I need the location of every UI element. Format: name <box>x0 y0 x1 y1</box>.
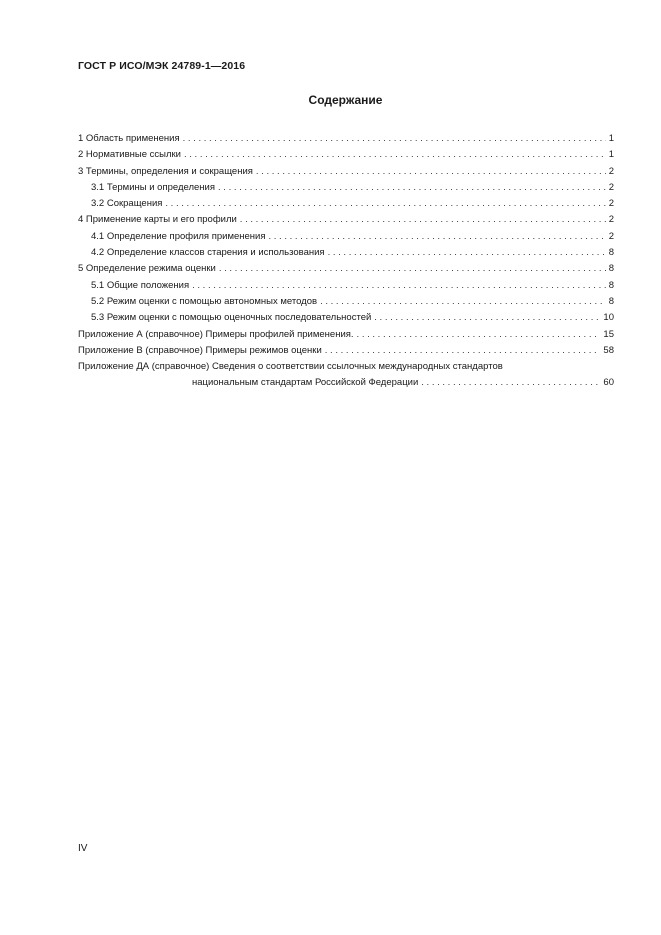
toc-entry-label: 3.2 Сокращения <box>91 198 163 210</box>
toc-entry-3[interactable] <box>78 164 614 180</box>
toc-entry-label: Приложение А (справочное) Примеры профилей применения. <box>78 328 354 340</box>
toc-entry-page: 2 <box>608 165 614 177</box>
toc-entry-page: 8 <box>608 279 614 291</box>
toc-entry-page: 8 <box>608 247 614 259</box>
toc-entry-continuation <box>78 375 614 391</box>
toc-entry-label: 5.3 Режим оценки с помощью оценочных последовательностей <box>91 312 372 324</box>
toc-entry-appendix-a[interactable] <box>78 327 614 343</box>
dot-leader <box>240 212 606 228</box>
dot-leader <box>256 164 606 180</box>
toc-entry-label: 5.2 Режим оценки с помощью автономных методов <box>91 295 318 307</box>
toc-entry-4-1[interactable] <box>78 229 614 245</box>
toc-entry-label: 5.1 Общие положения <box>91 279 190 291</box>
toc-entry-page: 1 <box>608 149 614 161</box>
dot-leader <box>320 294 606 310</box>
toc-entry-page: 15 <box>603 328 614 340</box>
toc-entry-page: 2 <box>608 181 614 193</box>
dot-leader <box>219 261 606 277</box>
toc-entry-1[interactable] <box>78 131 614 147</box>
toc-entry-label: 4.2 Определение классов старения и использования <box>91 247 325 259</box>
toc-entry-page: 58 <box>603 344 614 356</box>
page-number: IV <box>78 843 88 854</box>
dot-leader <box>183 131 606 147</box>
toc-entry-appendix-da[interactable] <box>78 359 614 392</box>
dot-leader <box>374 310 600 326</box>
toc-entry-label: 3.1 Термины и определения <box>91 181 216 193</box>
toc-entry-page: 2 <box>608 230 614 242</box>
toc-entry-page: 2 <box>608 214 614 226</box>
toc-entry-3-2[interactable] <box>78 196 614 212</box>
dot-leader <box>325 343 601 359</box>
dot-leader <box>421 375 600 391</box>
dot-leader <box>269 229 606 245</box>
toc-entry-5-1[interactable] <box>78 278 614 294</box>
toc-entry-4-2[interactable] <box>78 245 614 261</box>
toc-entry-label: 4.1 Определение профиля применения <box>91 230 266 242</box>
toc-entry-label: 1 Область применения <box>78 133 180 144</box>
toc-entry-5[interactable] <box>78 261 614 277</box>
dot-leader <box>218 180 606 196</box>
toc-entry-label: 5 Определение режима оценки <box>78 263 216 275</box>
toc-entry-page: 8 <box>608 295 614 307</box>
table-of-contents <box>78 131 614 392</box>
toc-entry-2[interactable] <box>78 147 614 163</box>
toc-entry-appendix-b[interactable] <box>78 343 614 359</box>
toc-entry-page: 1 <box>608 133 614 144</box>
toc-entry-label-continued: национальным стандартам Российской Федерации <box>192 377 419 389</box>
toc-entry-label: 4 Применение карты и его профили <box>78 214 237 226</box>
dot-leader <box>184 147 606 163</box>
toc-entry-label: 3 Термины, определения и сокращения <box>78 165 253 177</box>
dot-leader <box>165 196 605 212</box>
toc-entry-page: 10 <box>603 312 614 324</box>
toc-entry-4[interactable] <box>78 212 614 228</box>
toc-entry-5-2[interactable] <box>78 294 614 310</box>
toc-entry-label: Приложение В (справочное) Примеры режимов оценки <box>78 344 322 356</box>
toc-entry-page: 8 <box>608 263 614 275</box>
document-header: ГОСТ Р ИСО/МЭК 24789-1—2016 <box>78 60 246 72</box>
toc-title <box>0 93 661 107</box>
dot-leader <box>192 278 606 294</box>
toc-entry-label: 2 Нормативные ссылки <box>78 149 181 161</box>
toc-entry-page: 2 <box>608 198 614 210</box>
toc-entry-page: 60 <box>603 377 614 389</box>
toc-title-text: Содержание <box>308 93 383 107</box>
toc-entry-3-1[interactable] <box>78 180 614 196</box>
toc-entry-5-3[interactable] <box>78 310 614 326</box>
dot-leader <box>328 245 606 261</box>
toc-entry-label: Приложение ДА (справочное) Сведения о соответствии ссылочных международных стандартов <box>78 361 503 373</box>
dot-leader <box>357 327 601 343</box>
